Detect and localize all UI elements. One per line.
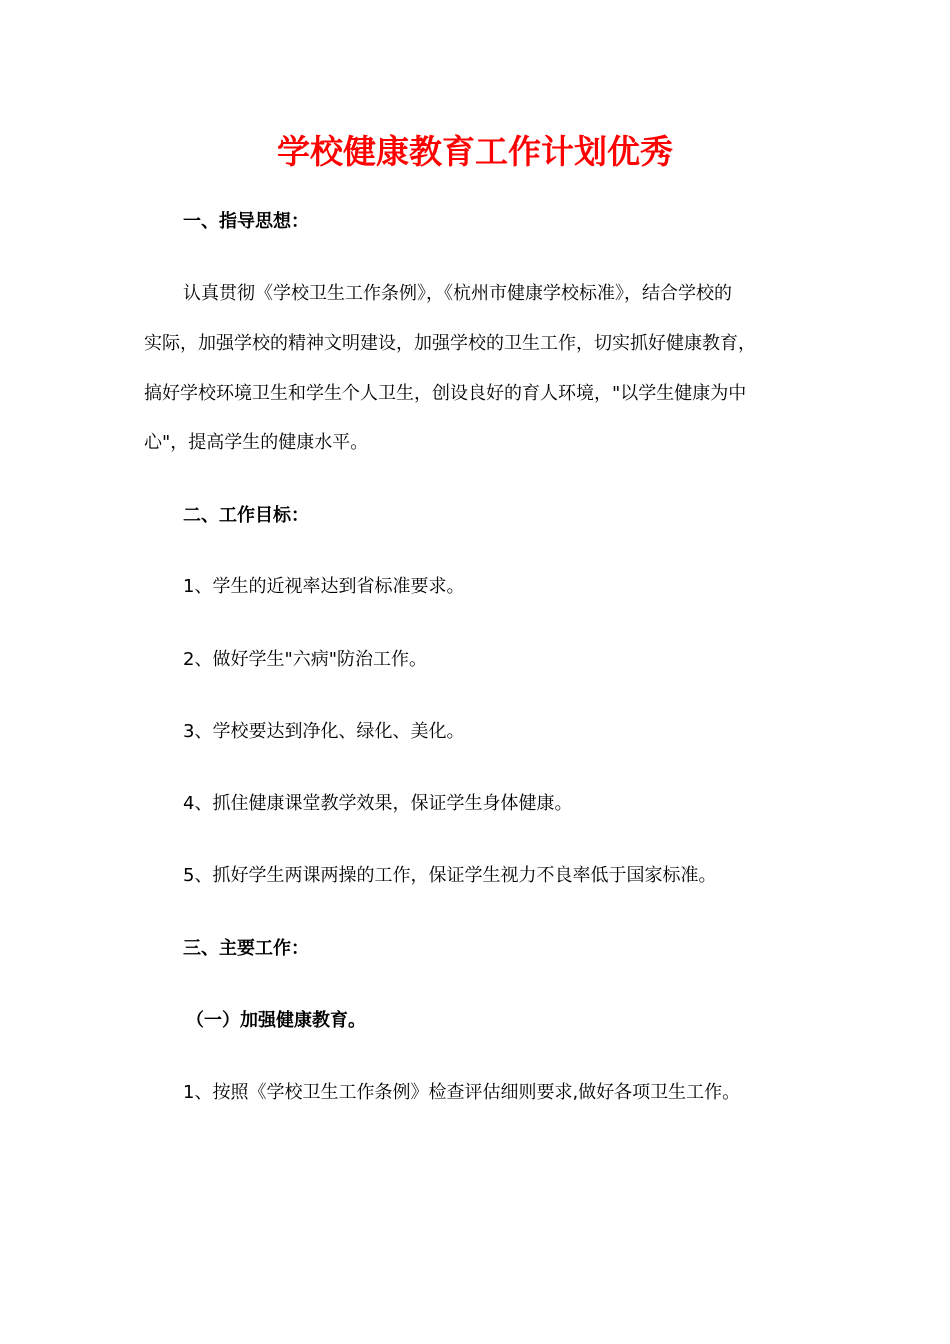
paragraph-line: 搞好学校环境卫生和学生个人卫生，创设良好的育人环境，"以学生健康为中 <box>144 383 747 404</box>
subsection-heading: （一）加强健康教育。 <box>186 1010 366 1031</box>
goal-item: 4、抓住健康课堂教学效果，保证学生身体健康。 <box>183 793 573 814</box>
goal-item: 1、学生的近视率达到省标准要求。 <box>183 576 465 597</box>
paragraph-line: 认真贯彻《学校卫生工作条例》，《杭州市健康学校标准》，结合学校的 <box>183 283 732 304</box>
work-item: 1、按照《学校卫生工作条例》检查评估细则要求,做好各项卫生工作。 <box>183 1082 741 1103</box>
goal-item: 5、抓好学生两课两操的工作，保证学生视力不良率低于国家标准。 <box>183 865 717 886</box>
section-heading-guiding-ideology: 一、指导思想： <box>183 211 309 232</box>
document-title: 学校健康教育工作计划优秀 <box>277 132 673 171</box>
paragraph-line: 心"，提高学生的健康水平。 <box>144 432 369 453</box>
goal-item: 2、做好学生"六病"防治工作。 <box>183 649 428 670</box>
goal-item: 3、学校要达到净化、绿化、美化。 <box>183 721 465 742</box>
section-heading-work-goals: 二、工作目标： <box>183 505 309 526</box>
section-heading-main-work: 三、主要工作： <box>183 938 309 959</box>
paragraph-line: 实际，加强学校的精神文明建设，加强学校的卫生工作，切实抓好健康教育， <box>144 333 756 354</box>
